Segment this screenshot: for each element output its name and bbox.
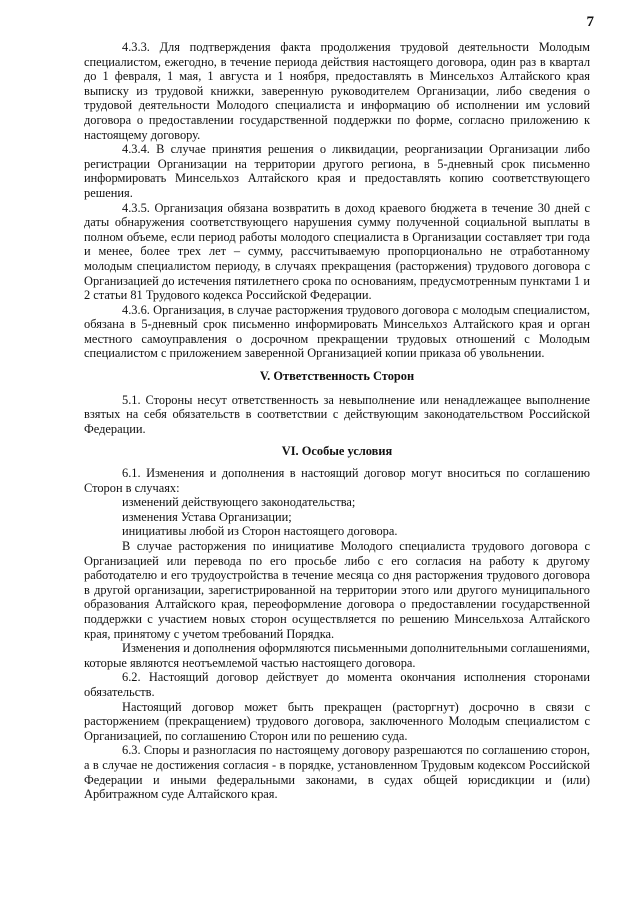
clause-6-1: 6.1. Изменения и дополнения в настоящий договор могут вноситься по соглашению Сторон в случаях: (84, 466, 590, 495)
clause-6-3: 6.3. Споры и разногласия по настоящему договору разрешаются по соглашению сторон, а в случае не достижения согласия - в порядке, установленном Трудовым кодексом Российской Федерации и иными федеральными законами, в судах общей юрисдикции и (или) Арбитражном суде Алтайского края. (84, 743, 590, 802)
clause-4-3-6: 4.3.6. Организация, в случае расторжения трудового договора с молодым специалистом, обязана в 5-дневный срок письменно информировать Минсельхоз Алтайского края и орган местного самоуправления о досрочном прекращении трудовых отношений с Молодым специалистом с приложением заверенной Организацией копии приказа об увольнении. (84, 302, 590, 361)
clause-4-3-4: 4.3.4. В случае принятия решения о ликвидации, реорганизации Организации либо регистрации Организации на территории другого региона, в 5-дневный срок письменно информировать Минсельхоз Алтайского края и предоставлять копию соответствующего решения. (84, 142, 590, 200)
list-item: инициативы любой из Сторон настоящего договора. (122, 524, 398, 539)
clause-6-1-amendments: Изменения и дополнения оформляются письменными дополнительными соглашениями, которые являются неотъемлемой частью настоящего договора. (84, 641, 590, 670)
page-number: 7 (586, 14, 594, 30)
section-6-heading: VI. Особые условия (281, 444, 393, 459)
clause-5-1: 5.1. Стороны несут ответственность за невыполнение или ненадлежащее выполнение взятых на себя обязательств в соответствии с действующим законодательством Российской Федерации. (84, 392, 590, 436)
list-item: изменения Устава Организации; (122, 509, 292, 524)
document-body (84, 40, 590, 802)
section-5-heading: V. Ответственность Сторон (259, 369, 415, 384)
clause-6-2: 6.2. Настоящий договор действует до момента окончания исполнения сторонами обязательств. (84, 670, 590, 699)
clause-4-3-3: 4.3.3. Для подтверждения факта продолжения трудовой деятельности Молодым специалистом, ежегодно, в течение периода действия настоящего договора, один раз в квартал до 1 февраля, 1 мая, 1 августа и 1 ноября, предоставлять в Минсельхоз Алтайского края выписку из трудовой книжки, заверенную руководителем Организации, либо сведения о трудовой деятельности Молодого специалиста и информацию об исполнении им условий договора о предоставлении государственной поддержки по форме, согласно приложению к настоящему договору. (84, 40, 590, 142)
clause-6-1-termination: В случае расторжения по инициативе Молодого специалиста трудового договора с Организацией или перевода по его просьбе либо с его согласия на работу к другому работодателю и его трудоустройства в течение месяца со дня расторжения трудового договора в другой организации, зарегистрированной на территории этого или другого муниципального образования Алтайского края, переоформление договора о предоставлении государственной поддержки с участием новых сторон осуществляется по решению Минсельхоза Алтайского края, принятому с учетом требований Порядка. (84, 539, 590, 641)
clause-6-2-early-termination: Настоящий договор может быть прекращен (расторгнут) досрочно в связи с расторжением (прекращением) трудового договора, заключенного Молодым специалистом с Организацией, по соглашению Сторон или по решению суда. (84, 699, 590, 743)
clause-4-3-5: 4.3.5. Организация обязана возвратить в доход краевого бюджета в течение 30 дней с даты обнаружения соответствующего нарушения сумму полученной социальной выплаты в полном объеме, если период работы молодого специалиста в Организации составляет три года и менее, более трех лет – сумму, рассчитываемую пропорционально не отработанному молодым специалистом периоду, в случаях прекращения (расторжения) трудового договора с Организацией до истечения пятилетнего срока по основаниям, предусмотренным пунктами 1 и 2 статьи 81 Трудового кодекса Российской Федерации. (84, 200, 590, 303)
list-item: изменений действующего законодательства; (122, 495, 356, 510)
